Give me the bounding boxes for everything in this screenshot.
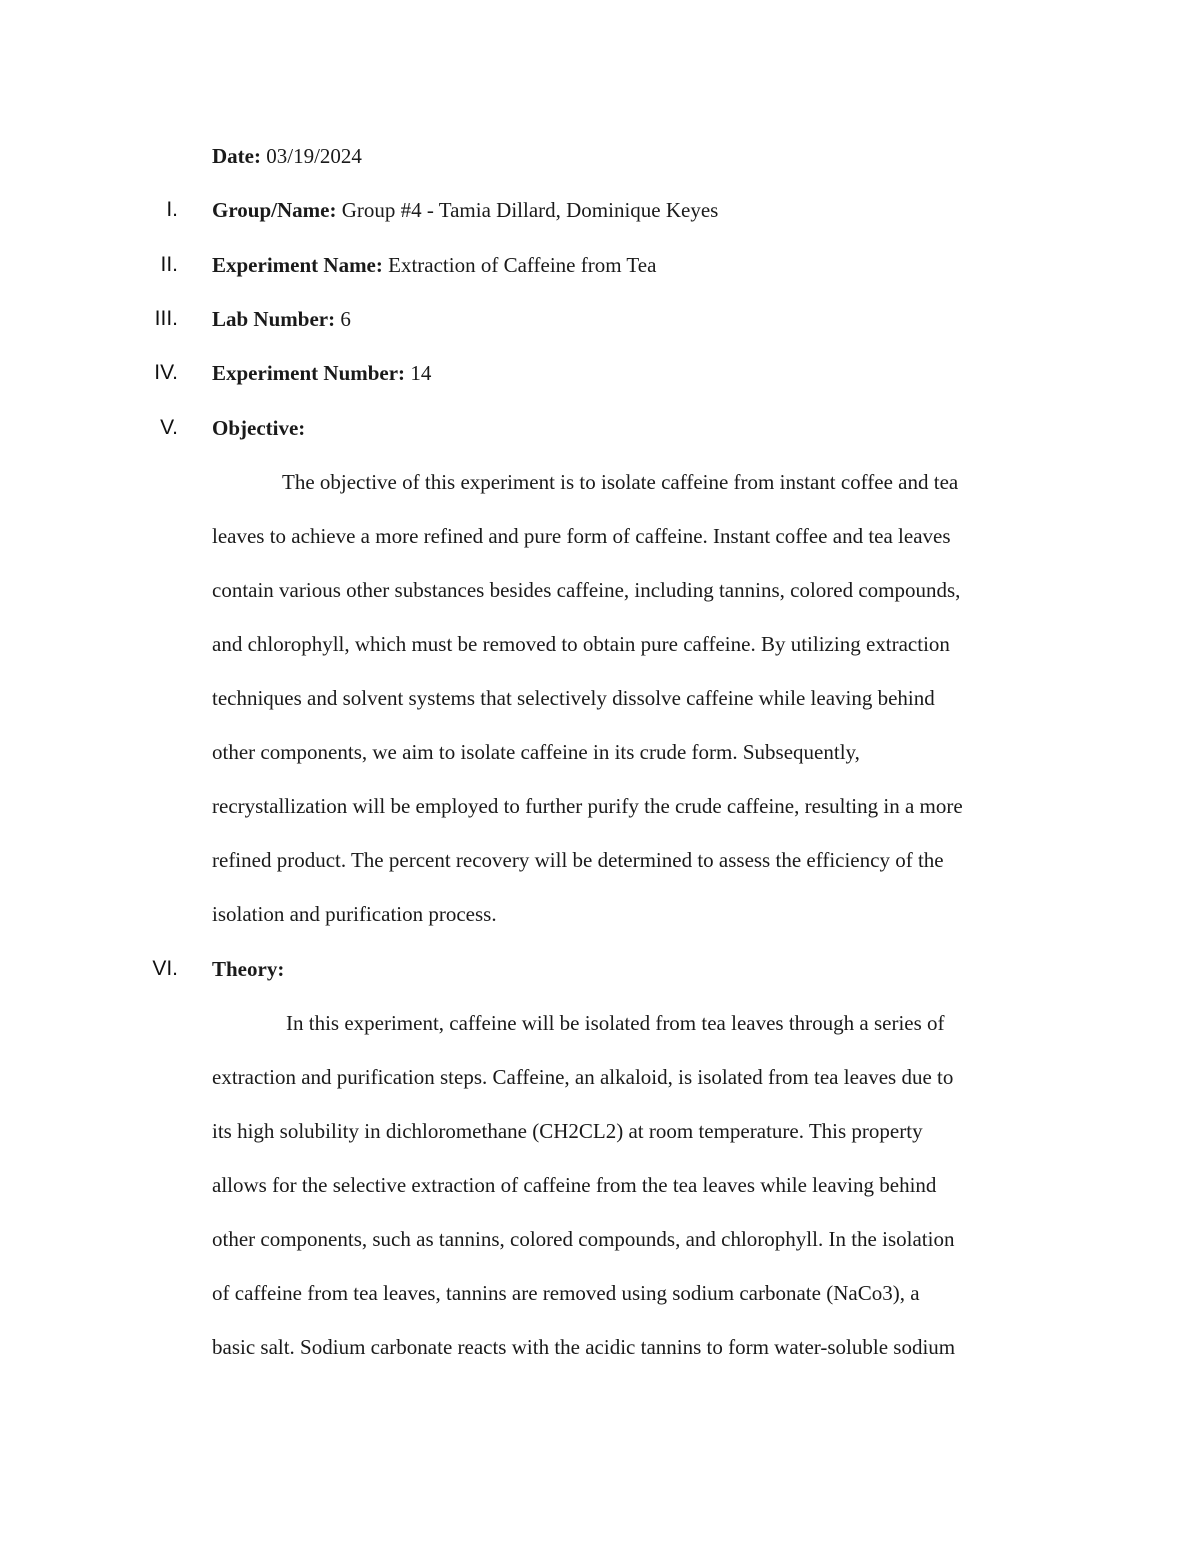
experiment-name-value: Extraction of Caffeine from Tea xyxy=(388,253,657,277)
objective-line: techniques and solvent systems that selectively dissolve caffeine while leaving behind xyxy=(212,686,935,710)
section-numeral: I. xyxy=(166,198,178,221)
objective-line: and chlorophyll, which must be removed to obtain pure caffeine. By utilizing extraction xyxy=(212,632,950,656)
theory-line: other components, such as tannins, colored compounds, and chlorophyll. In the isolation xyxy=(212,1227,955,1251)
group-name-line xyxy=(212,196,718,224)
theory-line: extraction and purification steps. Caffeine, an alkaloid, is isolated from tea leaves due to xyxy=(212,1065,954,1089)
theory-line: of caffeine from tea leaves, tannins are removed using sodium carbonate (NaCo3), a xyxy=(212,1281,920,1305)
objective-line: isolation and purification process. xyxy=(212,902,497,926)
theory-line: basic salt. Sodium carbonate reacts with the acidic tannins to form water-soluble sodium xyxy=(212,1335,956,1359)
section-numeral: VI. xyxy=(152,957,178,980)
theory-heading-line xyxy=(212,955,284,983)
date-value: 03/19/2024 xyxy=(266,144,362,168)
theory-heading: Theory: xyxy=(212,957,285,981)
section-numeral: II. xyxy=(160,253,178,276)
lab-number-value: 6 xyxy=(340,307,351,331)
objective-line: refined product. The percent recovery will be determined to assess the efficiency of the xyxy=(212,848,944,872)
theory-line: In this experiment, caffeine will be isolated from tea leaves through a series of xyxy=(286,1011,945,1035)
objective-line: other components, we aim to isolate caffeine in its crude form. Subsequently, xyxy=(212,740,860,764)
lab-number-label: Lab Number: xyxy=(212,307,336,331)
date-label: Date: xyxy=(212,144,261,168)
experiment-name-line xyxy=(212,251,656,279)
experiment-number-value: 14 xyxy=(410,361,432,385)
section-numeral: V. xyxy=(160,416,178,439)
objective-line: leaves to achieve a more refined and pure form of caffeine. Instant coffee and tea leaves xyxy=(212,524,951,548)
theory-line: allows for the selective extraction of caffeine from the tea leaves while leaving behind xyxy=(212,1173,937,1197)
objective-line: contain various other substances besides caffeine, including tannins, colored compounds, xyxy=(212,578,961,602)
section-numeral: IV. xyxy=(154,361,178,384)
objective-heading-line xyxy=(212,414,305,442)
group-name-label: Group/Name: xyxy=(212,198,337,222)
section-numeral: III. xyxy=(154,307,178,330)
objective-line: recrystallization will be employed to further purify the crude caffeine, resulting in a more xyxy=(212,794,963,818)
experiment-name-label: Experiment Name: xyxy=(212,253,383,277)
date-line xyxy=(212,142,362,170)
theory-line: its high solubility in dichloromethane (CH2CL2) at room temperature. This property xyxy=(212,1119,923,1143)
objective-line: The objective of this experiment is to isolate caffeine from instant coffee and tea xyxy=(282,470,959,494)
experiment-number-line xyxy=(212,359,431,387)
experiment-number-label: Experiment Number: xyxy=(212,361,406,385)
lab-number-line xyxy=(212,305,351,333)
objective-heading: Objective: xyxy=(212,416,306,440)
group-name-value: Group #4 - Tamia Dillard, Dominique Keyes xyxy=(341,198,719,222)
